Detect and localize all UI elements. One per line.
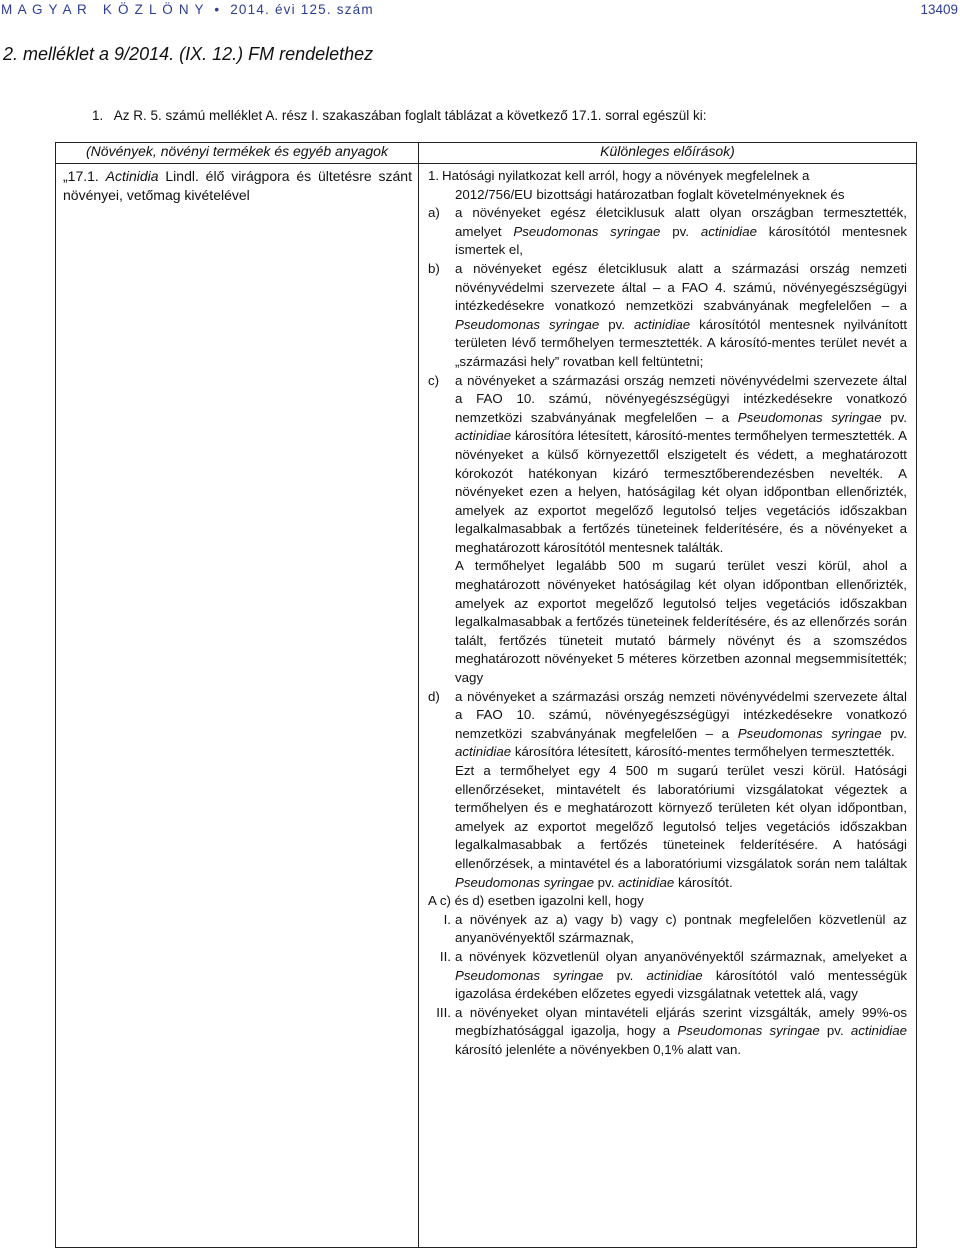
journal-title: M A G Y A R K Ö Z L Ö N Y • 2014. évi 125. szám: [1, 2, 374, 17]
paragraph-1-cont: 2012/756/EU bizottsági határozatban foglalt követelményeknek és: [455, 186, 845, 202]
page-header: [0, 0, 960, 22]
page-number: 13409: [920, 2, 958, 17]
item-b: b) a növényeket egész életciklusuk alatt a származási ország nemzeti növényvédelmi szervezete által – a FAO 4. számú, növényegészségügyi intézkedésekre vonatkozó nemzetközi szabványának megfelelően – a Pseudomonas syringae pv. actinidiae károsítótól mentesnek nyilvánított területen lévő termőhelyen termesztették. A károsító-mentes terület nevét a „származási hely” rovatban kell feltüntetni;: [428, 260, 908, 369]
item-d-paragraph-2: Ezt a termőhelyet egy 4 500 m sugarú terület veszi körül. Hatósági ellenőrzéseket, mintavételt és laboratóriumi vizsgálatokat végeztek a termőhelyen és e meghatározott környező területen két olyan időpontban, amelyek az exportot megelőző legutolsó teljes vegetációs időszakban legalkalmasabbak a fertőzés tüneteinek felderítésére. A hatósági ellenőrzések, a mintavétel és a laboratóriumi vizsgálatok során nem találtak Pseudomonas syringae pv. actinidiae károsítót.: [455, 763, 907, 890]
item-II: II. a növények közvetlenül olyan anyanövényektől származnak, amelyeket a Pseudomonas syringae pv. actinidiae károsítótól való mentességük igazolása érdekében előzetes egyedi vizsgálatnak vetettek alá, vagy: [439, 948, 908, 1002]
item-c: c) a növényeket a származási ország nemzeti növényvédelmi szervezete által a FAO 10. számú, növényegészségügyi intézkedésekre vonatkozó nemzetközi szabványának megfelelően – a Pseudomonas syringae pv. actinidiae károsítóra létesített, károsító-mentes termőhelyen termesztették. A növényeket a külső környezettől elszigetelt és védett, a meghatározott kórokozót hatékonyan kizáró termesztőberendezésben nevelték. A növényeket ezen a helyen, hatóságilag két olyan időpontban ellenőrizték, amelyek az exportot megelőző legutolsó teljes vegetációs időszakban legalkalmasabbak a fertőzés tüneteinek felderítésére, és a növényeket a meghatározott károsítótól mentesnek találták.: [428, 372, 907, 555]
annex-title: 2. melléklet a 9/2014. (IX. 12.) FM rendelethez: [3, 44, 374, 64]
regulation-table: [55, 142, 917, 1248]
item-c-paragraph-2: A termőhelyet legalább 500 m sugarú terület veszi körül, ahol a meghatározott növényeket hatóságilag két olyan időpontban ellenőrizték, amelyek az exportot megelőző legutolsó teljes vegetációs időszakban legalkalmasabbak a fertőzés tüneteinek felderítésére, és az ellenőrzés során talált, fertőzés tüneteit mutató bármely növényt és a szomszédos meghatározott növényeket 5 méteres körzetben azonnal megsemmisítették; vagy: [455, 558, 907, 686]
cd-condition-line: A c) és d) esetben igazolni kell, hogy: [428, 893, 644, 909]
paragraph-1: 1. Hatósági nyilatkozat kell arról, hogy a növények megfelelnek a: [428, 168, 810, 183]
item-I: I. a növények az a) vagy b) vagy c) pontnak megfelelően közvetlenül az anyanövényektől származnak,: [443, 911, 907, 946]
item-d: d) a növényeket a származási ország nemzeti növényvédelmi szervezete által a FAO 10. számú, növényegészségügyi intézkedésekre vonatkozó nemzetközi szabványának megfelelően – a Pseudomonas syringae pv. actinidiae károsítóra létesített, károsító-mentes termőhelyen termesztették.: [428, 688, 907, 760]
item-a: a) a növényeket egész életciklusuk alatt olyan országban termesztették, amelyet Pseudomonas syringae pv. actinidiae károsítótól mentesnek ismertek el,: [428, 205, 907, 258]
item-III: III. a növényeket olyan mintavételi eljárás szerint vizsgálták, amely 99%-os megbízhatósággal igazolja, hogy a Pseudomonas syringae pv. actinidiae károsító jelenléte a növényekben 0,1% alatt van.: [436, 1004, 908, 1057]
requirements-cell: [419, 164, 917, 1248]
column-header-plants: (Növények, növényi termékek és egyéb anyagok: [56, 143, 419, 164]
plant-cell: „17.1. Actinidia Lindl. élő virágpora és ültetésre szánt növényei, vetőmag kivételével: [56, 164, 419, 1248]
column-header-requirements: Különleges előírások): [419, 143, 917, 164]
intro-text: 1. Az R. 5. számú melléklet A. rész I. szakaszában foglalt táblázat a következő 17.1. sorral egészül ki:: [92, 108, 707, 123]
